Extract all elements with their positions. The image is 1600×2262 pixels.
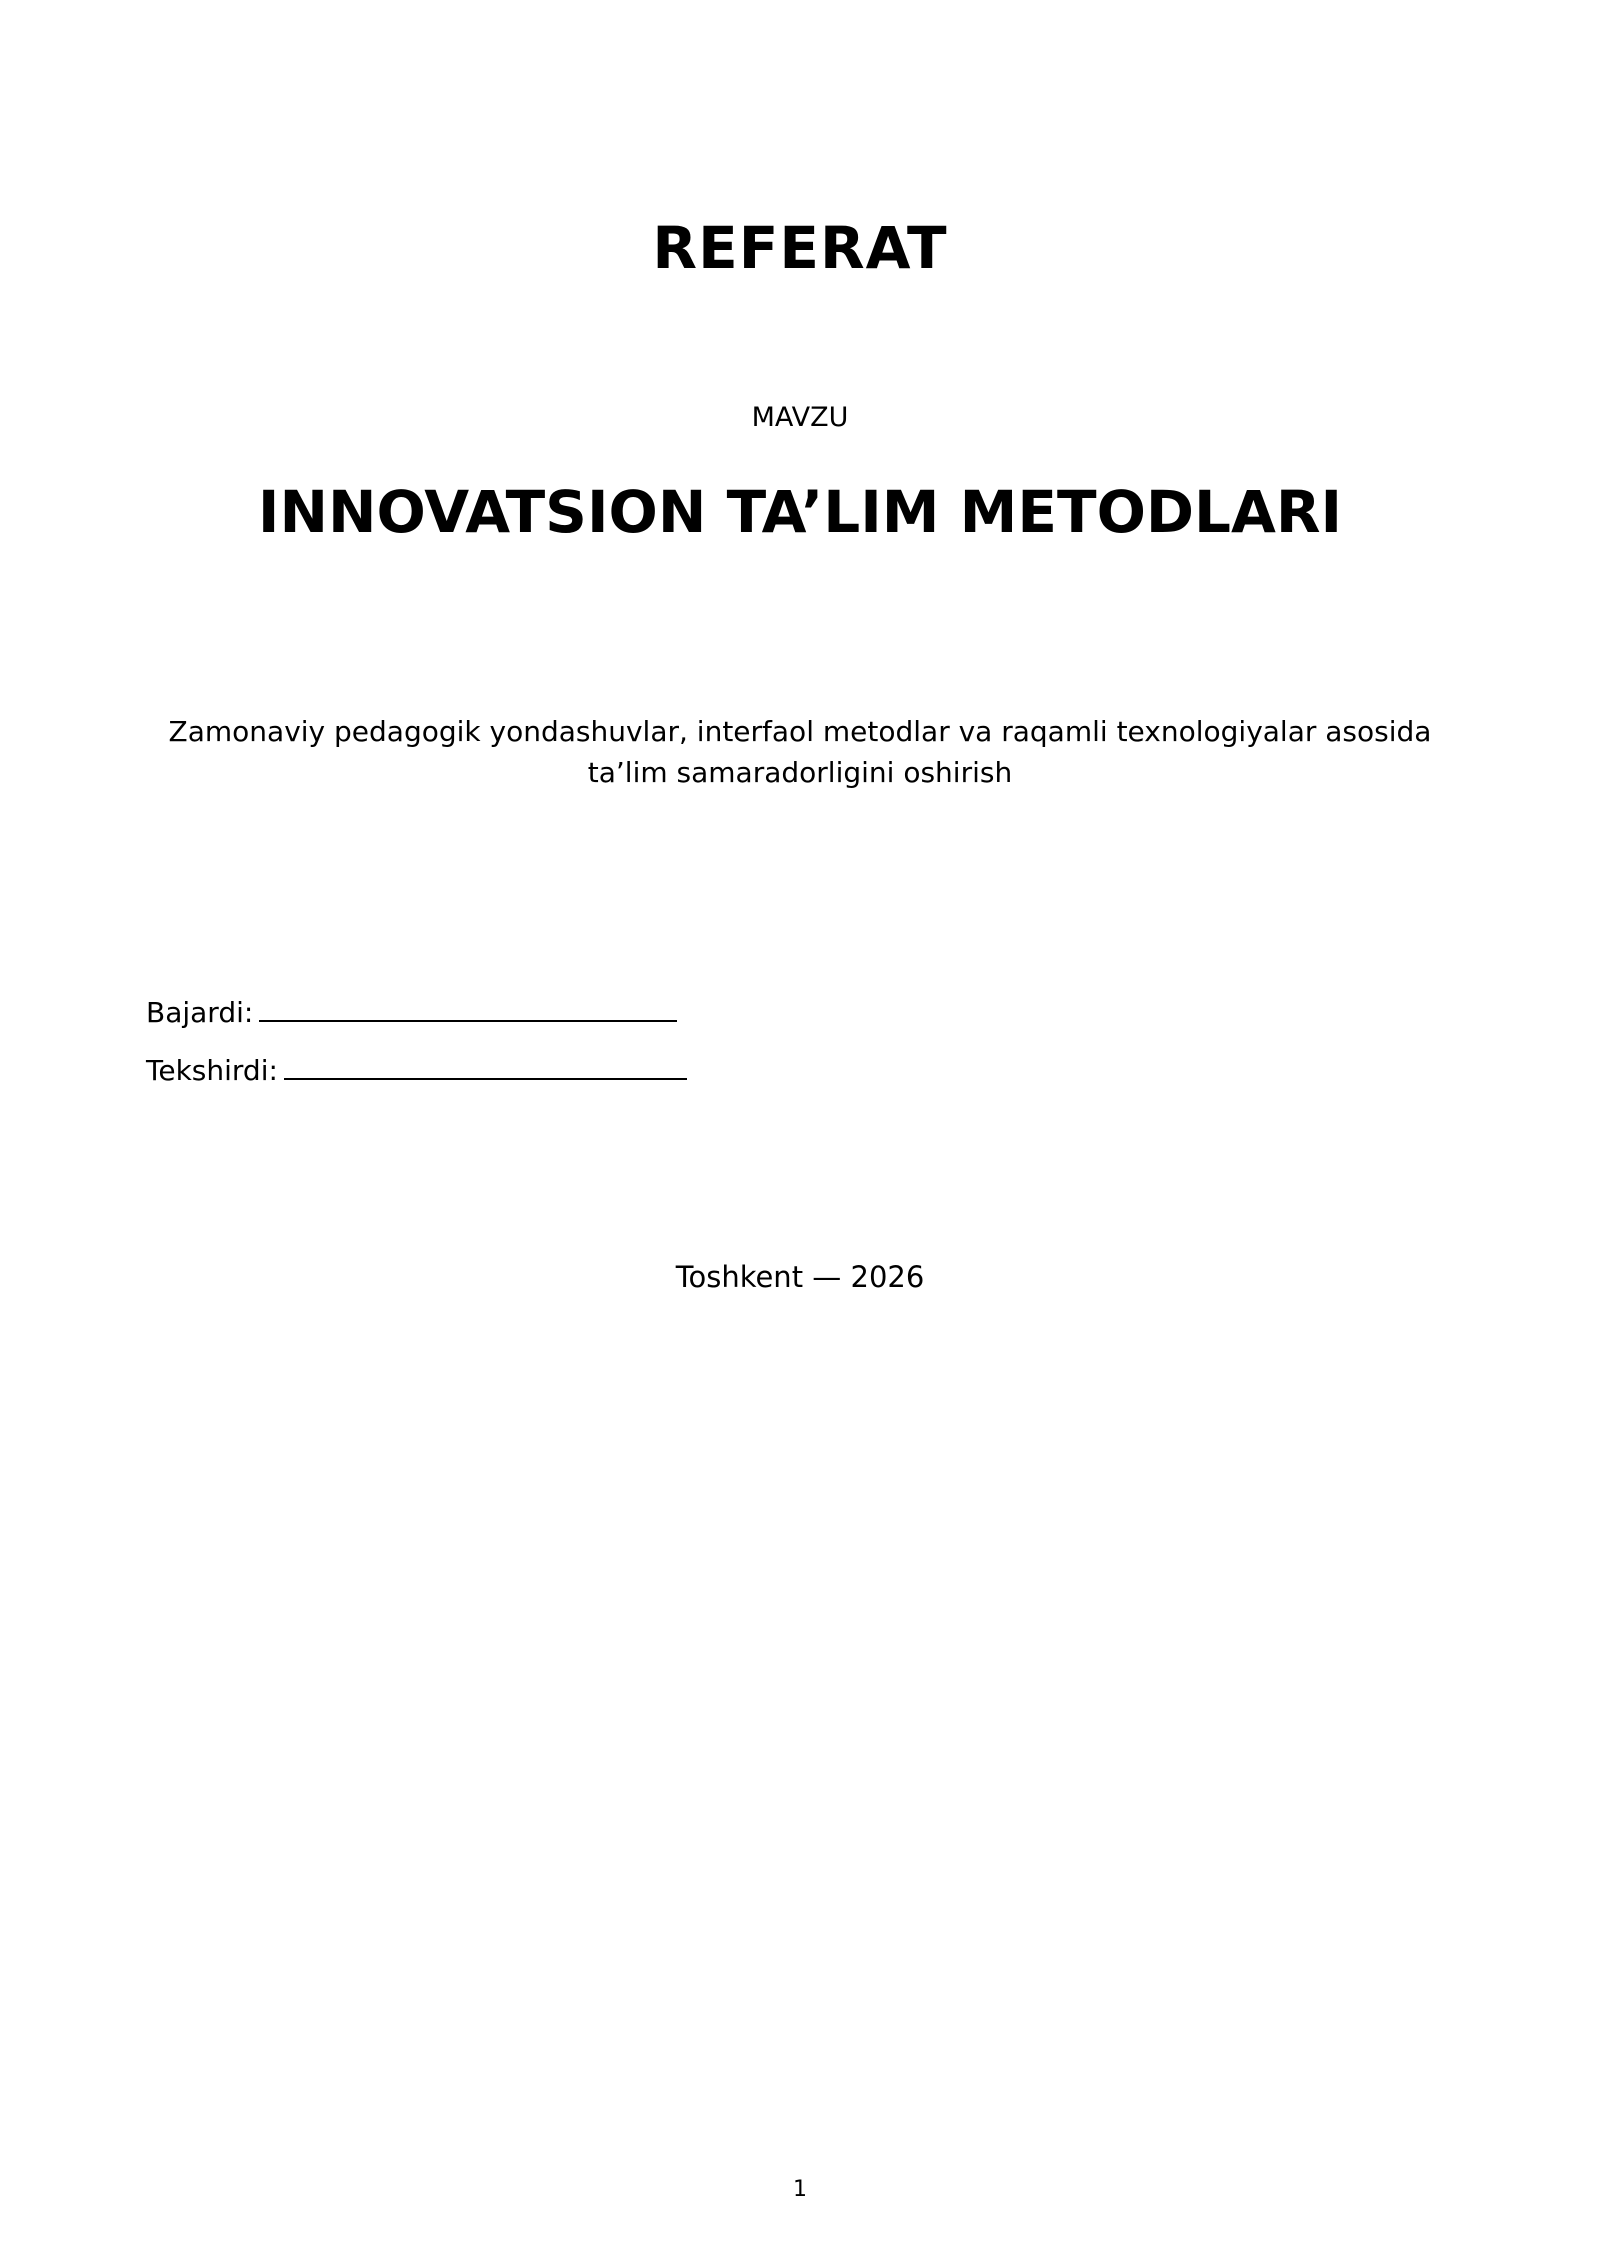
document-type-heading: REFERAT	[652, 214, 948, 282]
page-number: 1	[793, 2177, 807, 2202]
subtitle-line-1: Zamonaviy pedagogik yondashuvlar, interfaol metodlar va raqamli texnologiyalar asosida	[168, 715, 1432, 748]
performed-by-blank-line	[259, 990, 677, 1022]
checked-by-label: Tekshirdi:	[146, 1054, 278, 1087]
checked-by-field	[146, 1048, 687, 1088]
performed-by-field	[146, 990, 677, 1030]
checked-by-blank-line	[284, 1048, 687, 1080]
document-subtitle	[150, 712, 1450, 793]
place-and-year: Toshkent — 2026	[675, 1260, 925, 1294]
topic-label: MAVZU	[751, 402, 849, 433]
document-title: INNOVATSION TA’LIM METODLARI	[257, 478, 1343, 546]
performed-by-label: Bajardi:	[146, 996, 254, 1029]
subtitle-line-2: ta’lim samaradorligini oshirish	[587, 755, 1013, 789]
